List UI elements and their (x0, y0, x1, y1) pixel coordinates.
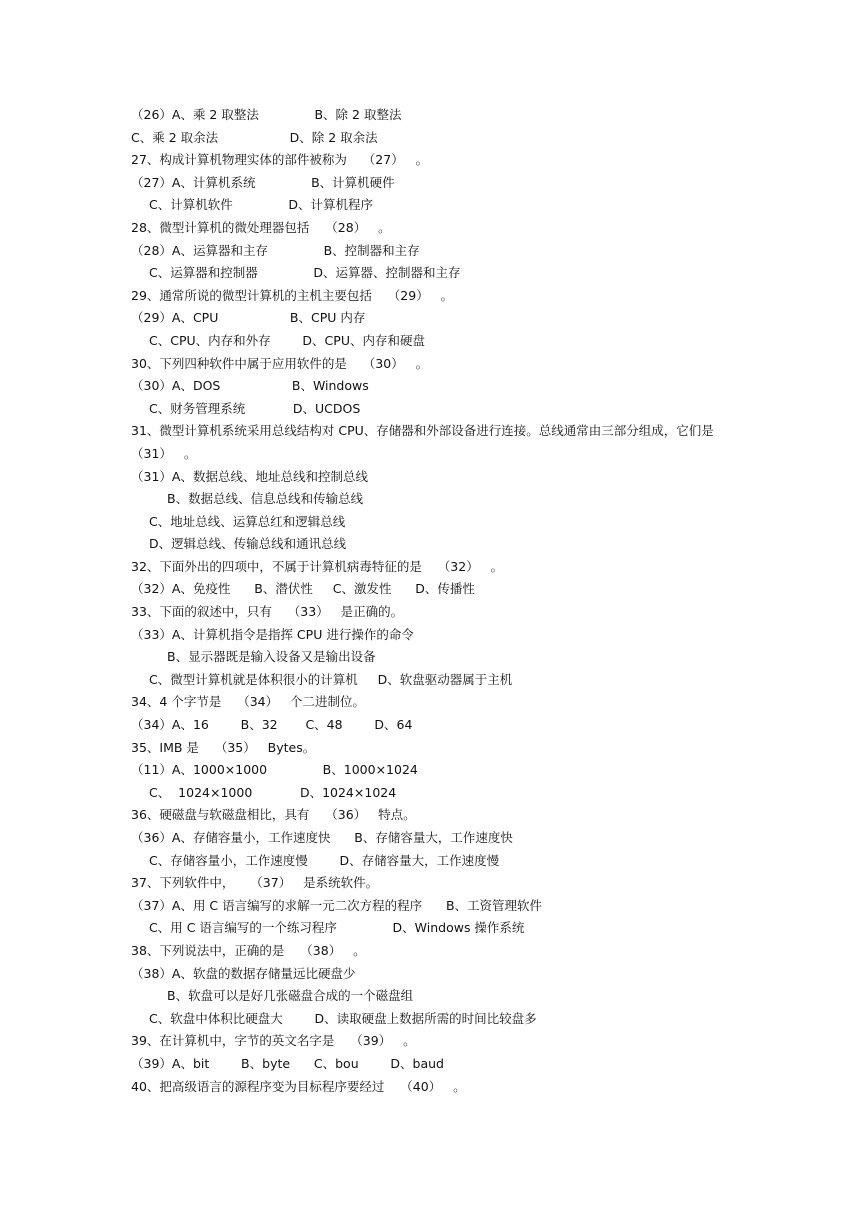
options-line: （29）A、CPU B、CPU 内存 (131, 310, 366, 326)
options-line: （11）A、1000×1000 B、1000×1024 (131, 762, 418, 778)
options-line: C、计算机软件 D、计算机程序 (149, 197, 373, 213)
question-line: 29、通常所说的微型计算机的主机主要包括 （29） 。 (131, 287, 454, 303)
options-line: D、逻辑总线、传输总线和通讯总线 (149, 536, 347, 552)
question-line: 40、把高级语言的源程序变为目标程序要经过 （40） 。 (131, 1078, 466, 1094)
text-line: （26）A、乘 2 取整法 B、除 2 取整法 (131, 107, 402, 122)
options-line: B、显示器既是输入设备又是输出设备 (167, 649, 376, 665)
options-line: （34）A、16 B、32 C、48 D、64 (131, 717, 413, 733)
options-line: （28）A、运算器和主存 B、控制器和主存 (131, 242, 420, 258)
question-line: 30、下列四种软件中属于应用软件的是 （30） 。 (131, 355, 429, 371)
options-line: B、数据总线、信息总线和传输总线 (167, 491, 364, 507)
question-line: 28、微型计算机的微处理器包括 （28） 。 (131, 219, 391, 235)
options-line: C、地址总线、运算总红和逻辑总线 (149, 513, 346, 529)
question-list (131, 104, 731, 1098)
options-line: C、微型计算机就是体积很小的计算机 D、软盘驱动器属于主机 (149, 671, 513, 687)
options-line: （31）A、数据总线、地址总线和控制总线 (131, 468, 368, 484)
options-line: C、软盘中体积比硬盘大 D、读取硬盘上数据所需的时间比较盘多 (149, 1010, 537, 1026)
options-line: C、 1024×1000 D、1024×1024 (149, 784, 397, 800)
question-line: 31、微型计算机系统采用总线结构对 CPU、存储器和外部设备进行连接。总线通常由三部分组成，它们是 (131, 423, 714, 439)
question-line: 32、下面外出的四项中，不属于计算机病毒特征的是 （32） 。 (131, 558, 504, 574)
question-line: 27、构成计算机物理实体的部件被称为 （27） 。 (131, 152, 429, 168)
options-line: C、财务管理系统 D、UCDOS (149, 400, 361, 416)
options-line: （30）A、DOS B、Windows (131, 378, 369, 394)
options-line: C、用 C 语言编写的一个练习程序 D、Windows 操作系统 (149, 920, 525, 936)
question-line: 39、在计算机中，字节的英文名字是 （39） 。 (131, 1033, 416, 1049)
question-line: 35、IMB 是 （35） Bytes。 (131, 739, 316, 755)
options-line: （27）A、计算机系统 B、计算机硬件 (131, 174, 395, 190)
question-line: 36、硬磁盘与软磁盘相比，具有 （36） 特点。 (131, 807, 416, 823)
question-line: （31） 。 (131, 445, 197, 461)
options-line: C、运算器和控制器 D、运算器、控制器和主存 (149, 265, 461, 281)
question-line: 33、下面的叙述中，只有 （33） 是正确的。 (131, 604, 404, 620)
question-line: 37、下列软件中， （37） 是系统软件。 (131, 875, 379, 891)
options-line: C、CPU、内存和外存 D、CPU、内存和硬盘 (149, 332, 425, 348)
options-line: （38）A、软盘的数据存储量远比硬盘少 (131, 965, 356, 981)
options-line: （36）A、存储容量小，工作速度快 B、存储容量大，工作速度快 (131, 830, 513, 845)
options-line: B、软盘可以是好几张磁盘合成的一个磁盘组 (167, 988, 414, 1004)
question-line: 34、4 个字节是 （34） 个二进制位。 (131, 694, 366, 710)
options-line: （37）A、用 C 语言编写的求解一元二次方程的程序 B、工资管理软件 (131, 897, 543, 913)
options-line: （33）A、计算机指令是指挥 CPU 进行操作的命令 (131, 626, 414, 642)
options-line: C、存储容量小，工作速度慢 D、存储容量大，工作速度慢 (149, 852, 500, 868)
options-line: （39）A、bit B、byte C、bou D、baud (131, 1055, 444, 1071)
options-line: （32）A、免疫性 B、潜伏性 C、激发性 D、传播性 (131, 581, 475, 597)
question-line: 38、下列说法中，正确的是 （38） 。 (131, 942, 366, 958)
text-line: C、乘 2 取余法 D、除 2 取余法 (131, 129, 378, 145)
